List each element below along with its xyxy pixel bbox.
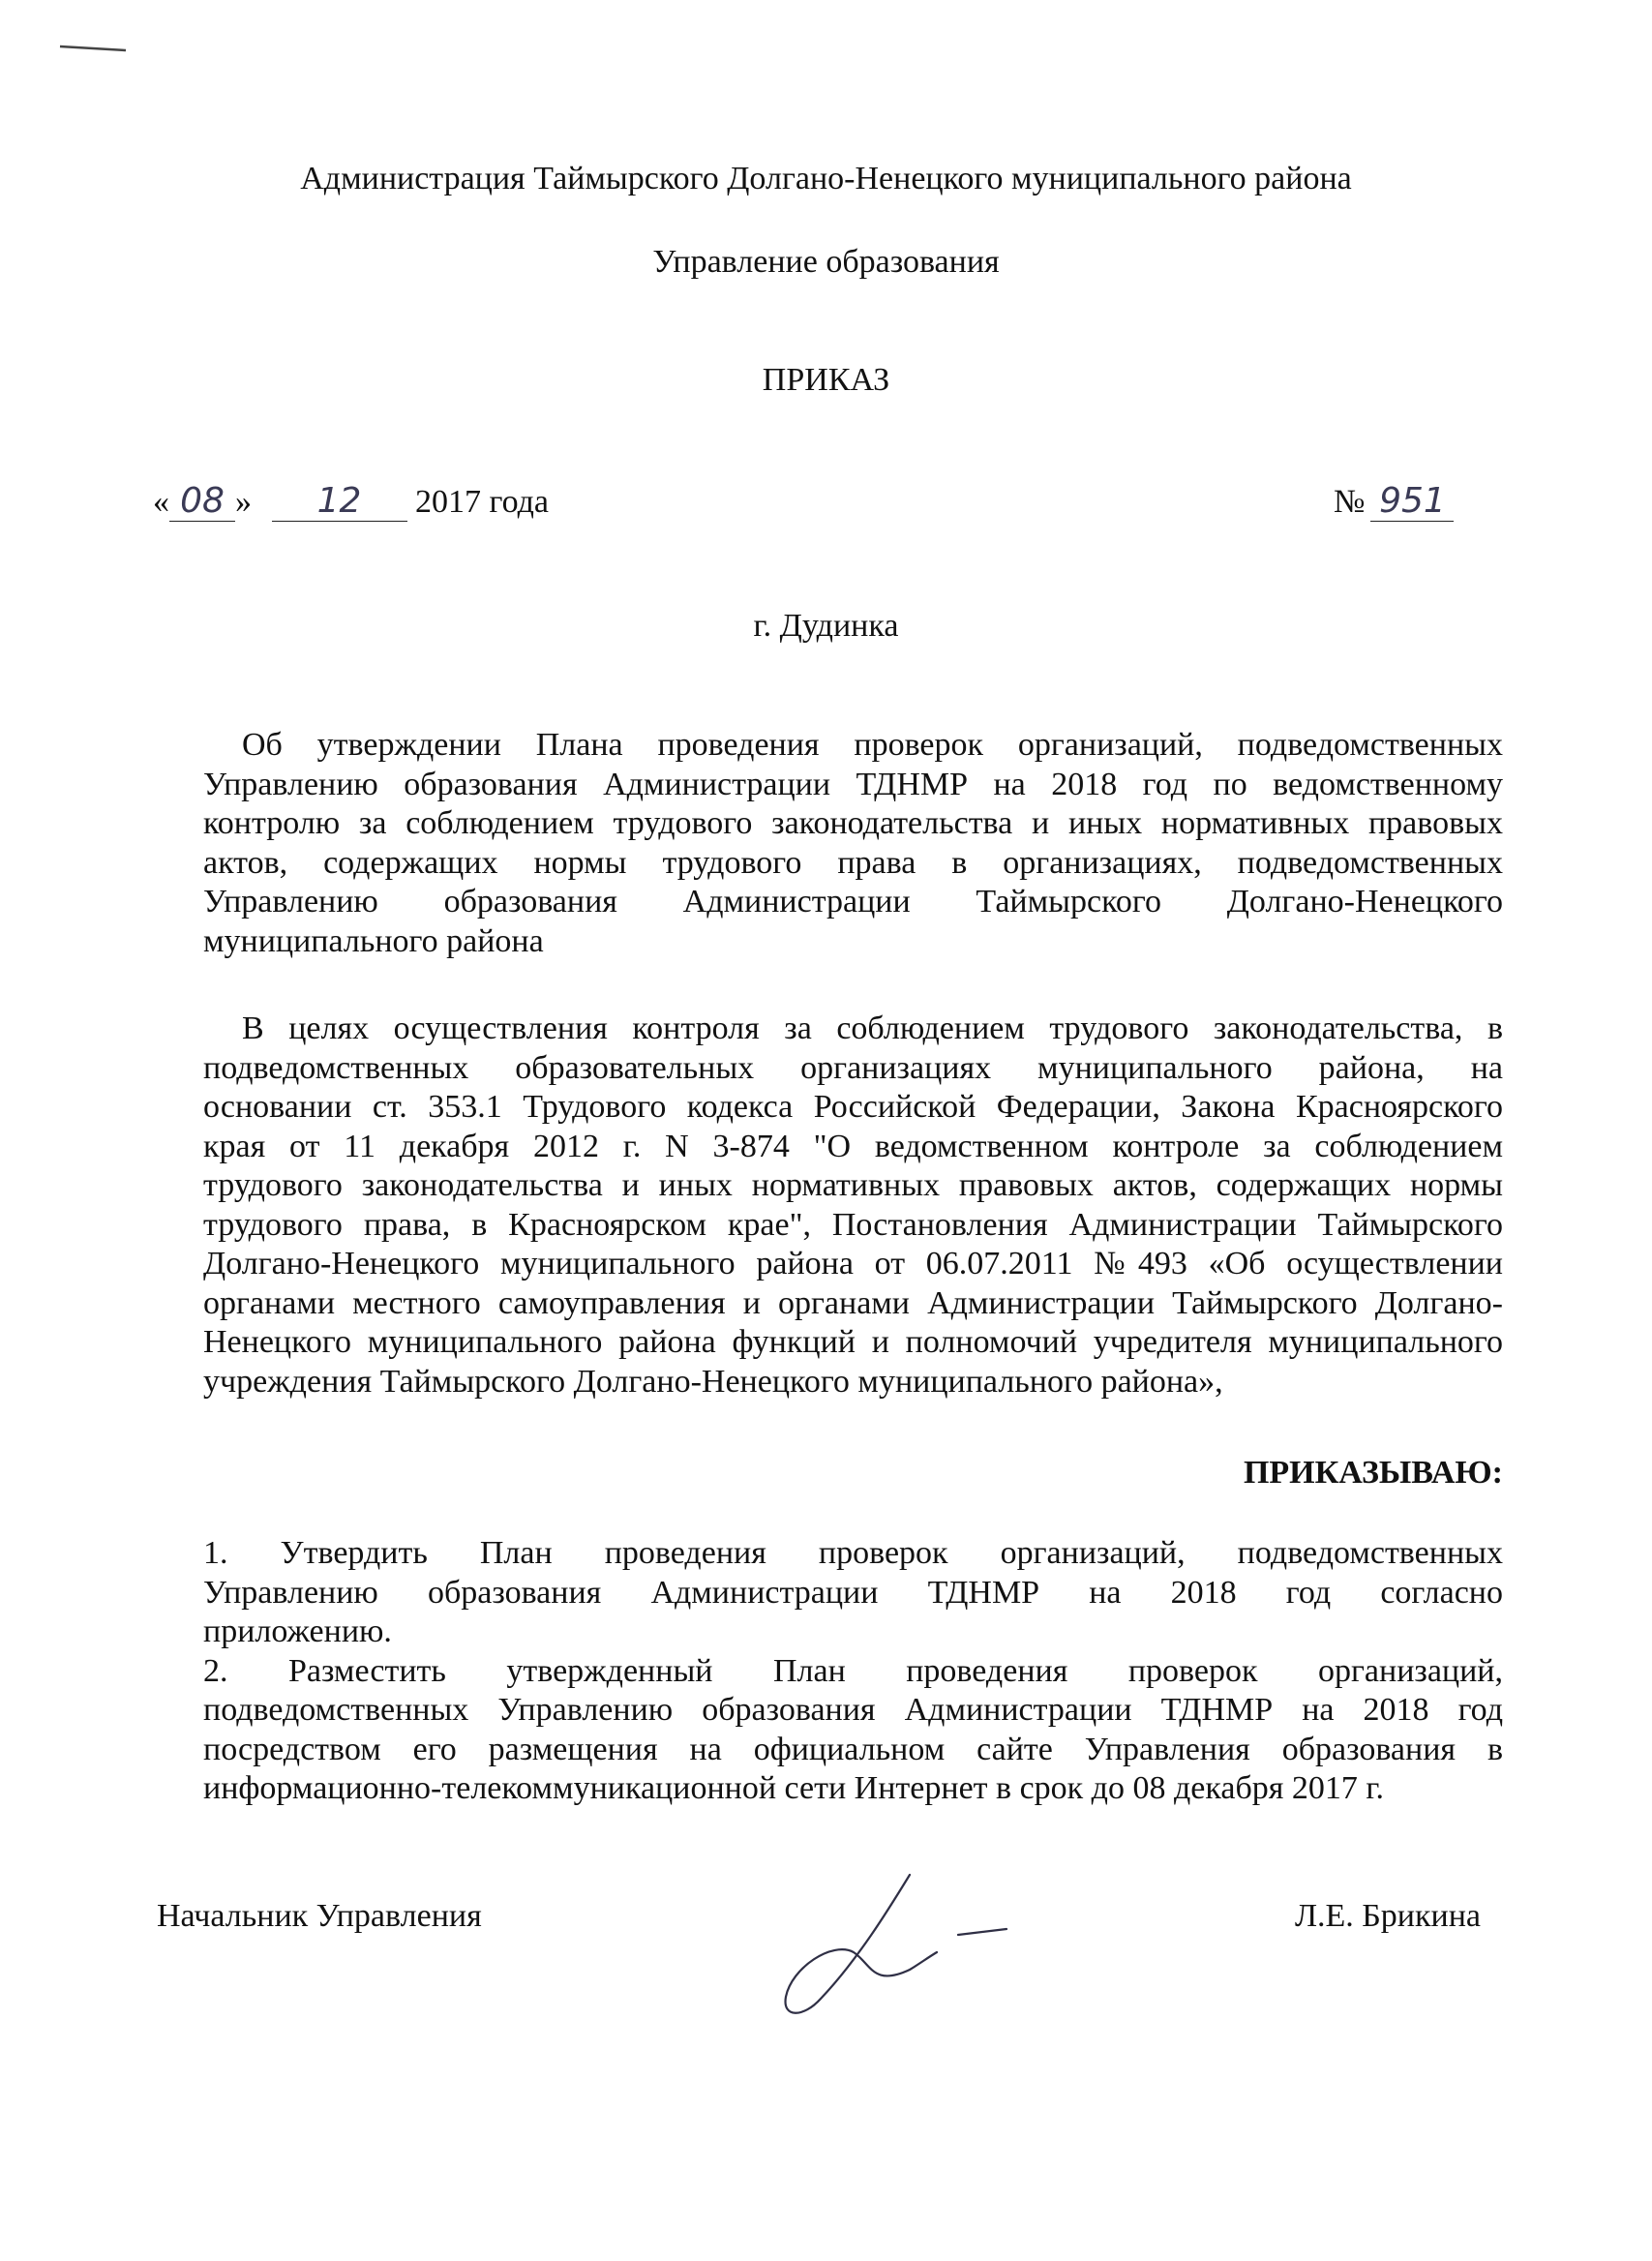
- preamble-paragraph: В целях осуществления контроля за соблюдением трудового законодательства, в подведомственных образовательных организациях муниципального района, на основании ст. 353.1 Трудового кодекса Российской Федерации, Закона Красноярского края от 11 декабря 2012 г. N 3-874 "О ведомственном контроле за соблюдением трудового законодательства и иных нормативных правовых актов, содержащих нормы трудового права, в Красноярском крае", Постановления Администрации Таймырского Долгано-Ненецкого муниципального района от 06.07.2011 №493 «Об осуществлении органами местного самоуправления и органами Администрации Таймырского Долгано- Ненецкого муниципального района функций и полномочий учредителя муниципального учреждения Таймырского Долгано-Ненецкого муниципального района»,: [203, 1010, 1503, 1400]
- number-handwritten: 951: [1370, 482, 1454, 522]
- doc-type: ПРИКАЗ: [762, 362, 890, 398]
- date-line: [153, 482, 549, 522]
- number-label: №: [1334, 484, 1366, 520]
- year-text: 2017 года: [415, 484, 550, 520]
- item-1-line-1: 1. Утвердить План проведения проверок организаций, подведомственных: [203, 1535, 1503, 1571]
- order-verb: ПРИКАЗЫВАЮ:: [1243, 1455, 1503, 1491]
- number-line: [1334, 482, 1454, 522]
- close-quote: »: [235, 484, 252, 520]
- department-name: Управление образования: [652, 244, 1000, 280]
- org-name: Администрация Таймырского Долгано-Ненецкого муниципального района: [300, 161, 1352, 196]
- day-handwritten: 08: [169, 482, 235, 522]
- open-quote: «: [153, 484, 169, 520]
- signatory-name: Л.Е. Брикина: [1294, 1898, 1481, 1934]
- subject-paragraph: Об утверждении Плана проведения проверок организаций, подведомственных Управлению образования Администрации ТДНМР на 2018 год по ведомственному контролю за соблюдением трудового законодательства и иных нормативных правовых актов, содержащих нормы трудового права в организациях, подведомственных Управлению образования Администрации Таймырского Долгано-Ненецкого муниципального района: [203, 727, 1503, 959]
- order-items: 1. Утвердить План проведения проверок организаций, подведомственных Управлению образования Администрации ТДНМР на 2018 год согласно приложению. 2. Разместить утвержденный План проведения проверок организаций, подведомственных Управлению образования Администрации ТДНМР на 2018 год посредством его размещения на официальном сайте Управления образования в информационно-телекоммуникационной сети Интернет в срок до 08 декабря 2017 г.: [203, 1535, 1503, 1806]
- scan-mark: [58, 39, 135, 58]
- city: г. Дудинка: [753, 608, 899, 644]
- handwritten-signature: [765, 1863, 1036, 2028]
- signatory-title: Начальник Управления: [157, 1898, 482, 1934]
- month-handwritten: 12: [272, 482, 407, 522]
- item-2-line-1: 2. Разместить утвержденный План проведения проверок организаций,: [203, 1652, 1503, 1689]
